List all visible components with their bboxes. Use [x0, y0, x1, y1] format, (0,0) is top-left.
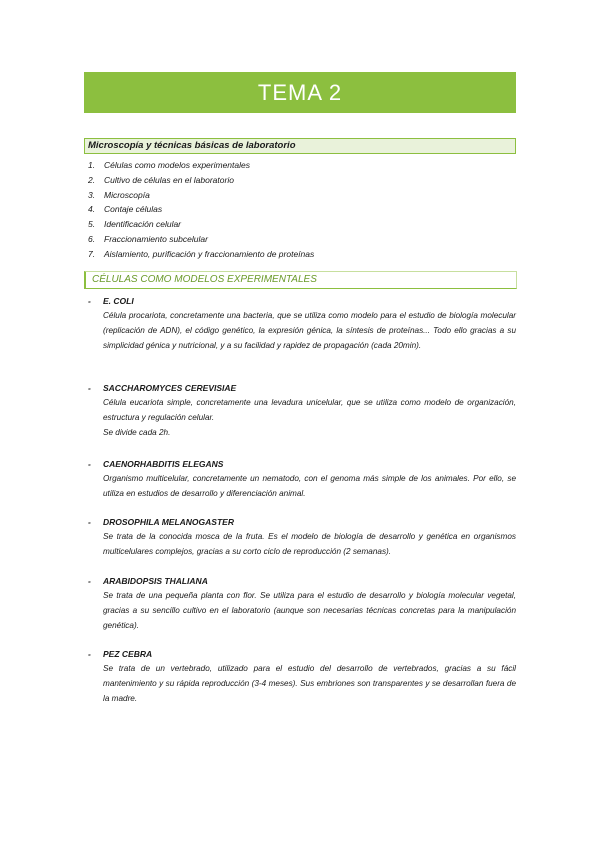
organism-entry-caenorhabditis: - CAENORHABDITIS ELEGANS Organismo multicelular, concretamente un nematodo, con el genoma más simple de los animales. Por ello, se utiliza en estudios de desarrollo y diferenciación animal.: [88, 457, 516, 501]
toc-item: 4. Contaje células: [88, 204, 163, 215]
toc-item: 5. Identificación celular: [88, 219, 182, 230]
organism-name: PEZ CEBRA: [103, 649, 153, 659]
section-heading-label: CÉLULAS COMO MODELOS EXPERIMENTALES: [92, 274, 317, 285]
organism-description: Se trata de una pequeña planta con flor. Se utiliza para el estudio de desarrollo y biología molecular vegetal, gracias a su sencillo cultivo en el laboratorio (aunque son necesarias técnicas concretas para la manipulación genética).: [103, 591, 516, 631]
toc-item: 1. Células como modelos experimentales: [88, 160, 250, 170]
section-heading-microscopy: [84, 138, 516, 154]
organism-name: CAENORHABDITIS ELEGANS: [103, 459, 224, 469]
toc-item: 7. Aislamiento, purificación y fraccionamiento de proteínas: [88, 248, 315, 259]
title-banner: [84, 72, 516, 113]
organism-name: DROSOPHILA MELANOGASTER: [103, 517, 234, 527]
page-title: TEMA 2: [257, 79, 343, 105]
toc-item: 6. Fraccionamiento subcelular: [88, 233, 208, 244]
organism-description: Se trata de un vertebrado, utilizado para el estudio del desarrollo de vertebrados, gracias a su fácil mantenimiento y su rápida reproducción (3-4 meses). Sus embriones son transparentes y se desarrollan fuera de la madre.: [103, 664, 516, 704]
organism-entry-arabidopsis: - ARABIDOPSIS THALIANA Se trata de una pequeña planta con flor. Se utiliza para el estudio de desarrollo y biología molecular vegetal, gracias a su sencillo cultivo en el laboratorio (aunque son necesarias técnicas concretas para la manipulación genética).: [88, 574, 516, 634]
organism-name: ARABIDOPSIS THALIANA: [103, 576, 208, 586]
organism-description: Se trata de la conocida mosca de la fruta. Es el modelo de biología de desarrollo y genética en organismos multicelulares complejos, gracias a su corto ciclo de reproducción (2 semanas).: [103, 532, 516, 557]
table-of-contents: [88, 158, 314, 262]
section-heading-cells: [84, 271, 517, 289]
organism-entry-ecoli: - E. COLI Célula procariota, concretamente una bacteria, que se utiliza como modelo para el estudio de biología molecular (replicación de ADN), el código genético, la expresión génica, la síntesis de proteínas... Todo ello gracias a su simplicidad génica y nutricional, y a su facilidad y rapidez de propagación (cada 20min).: [88, 294, 516, 354]
organism-entry-drosophila: - DROSOPHILA MELANOGASTER Se trata de la conocida mosca de la fruta. Es el modelo de biología de desarrollo y genética en organismos multicelulares complejos, gracias a su corto ciclo de reproducción (2 semanas).: [88, 515, 516, 559]
organism-description: Célula eucariota simple, concretamente una levadura unicelular, que se utiliza como modelo de organización, estructura y regulación celular.: [103, 398, 516, 423]
organism-name: SACCHAROMYCES CEREVISIAE: [103, 383, 237, 393]
section-heading-label: Microscopía y técnicas básicas de laboratorio: [88, 140, 296, 151]
organism-description: Célula procariota, concretamente una bacteria, que se utiliza como modelo para el estudio de biología molecular (replicación de ADN), el código genético, la expresión génica, la síntesis de proteínas... Todo ello gracias a su simplicidad génica y nutricional, y a su facilidad y rapidez de propagación (cada 20min).: [103, 311, 516, 351]
organism-name: E. COLI: [103, 296, 134, 306]
toc-item: 3. Microscopía: [88, 189, 150, 200]
organism-description: Organismo multicelular, concretamente un nematodo, con el genoma más simple de los animales. Por ello, se utiliza en estudios de desarrollo y diferenciación animal.: [103, 474, 516, 499]
organism-entry-pez-cebra: - PEZ CEBRA Se trata de un vertebrado, utilizado para el estudio del desarrollo de vertebrados, gracias a su fácil mantenimiento y su rápida reproducción (3-4 meses). Sus embriones son transparentes y se desarrollan fuera de la madre.: [88, 647, 516, 707]
toc-item: 2. Cultivo de células en el laboratorio: [88, 174, 234, 185]
organism-entry-saccharomyces: - SACCHAROMYCES CEREVISIAE Célula eucariota simple, concretamente una levadura unicelular, que se utiliza como modelo de organización, estructura y regulación celular. Se divide cada 2h.: [88, 381, 516, 441]
organism-note: Se divide cada 2h.: [103, 428, 171, 438]
